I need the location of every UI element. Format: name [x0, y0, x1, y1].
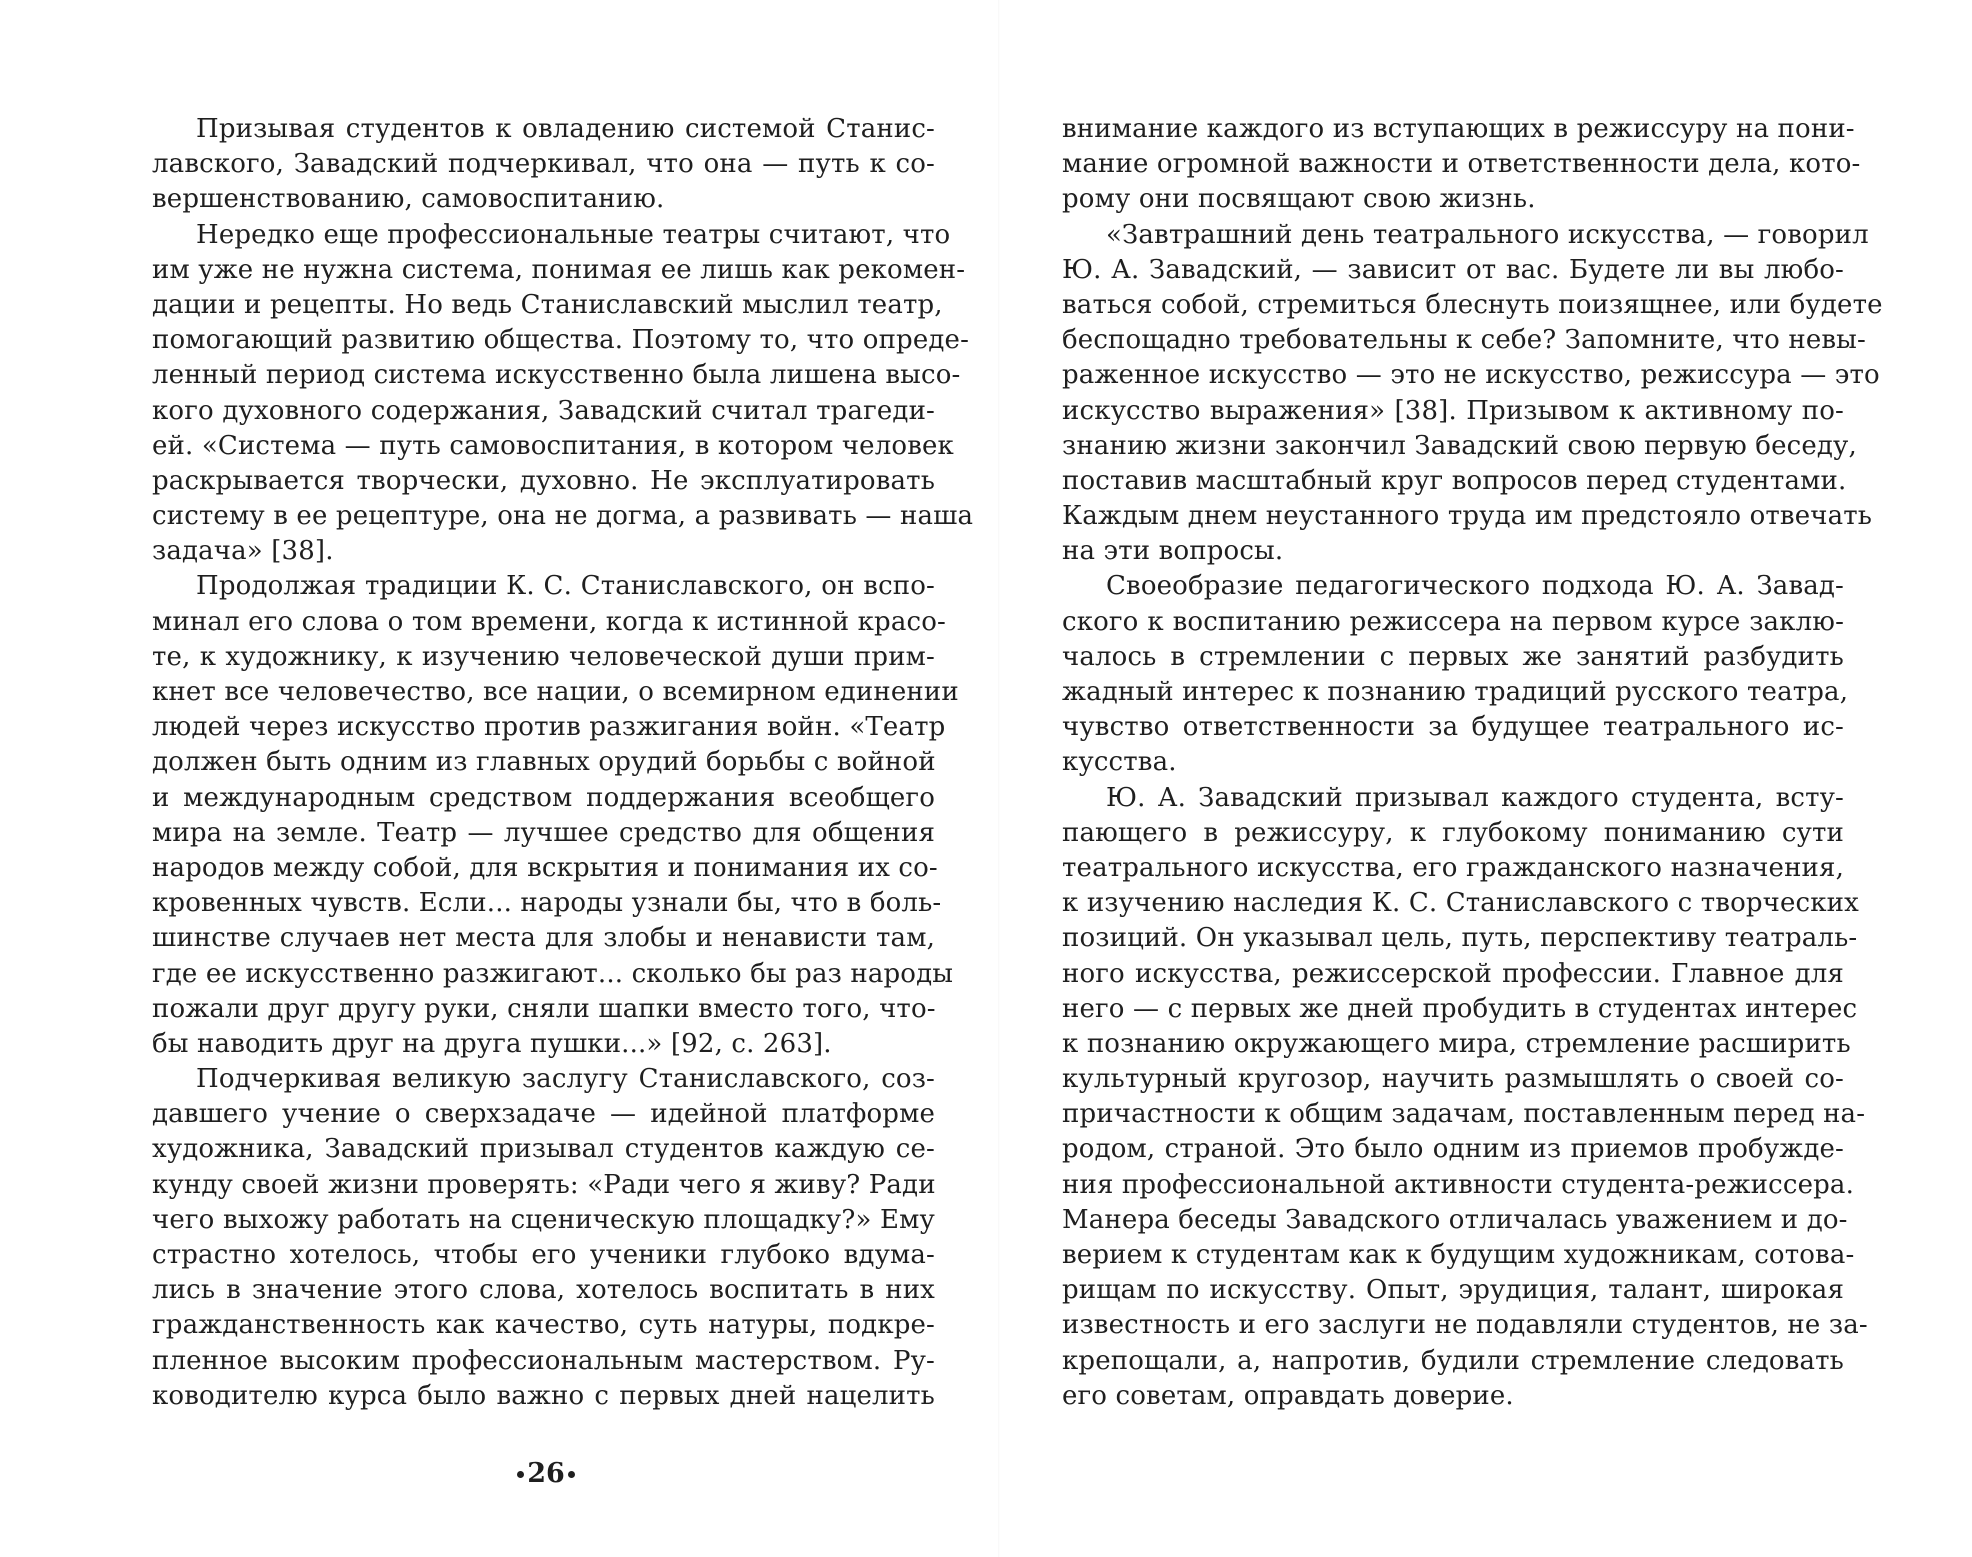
page-number-value: 26: [527, 1458, 565, 1489]
text-line: верием к студентам как к будущим художникам, сотова-: [1062, 1240, 1855, 1270]
text-line: систему в ее рецептуре, она не догма, а развивать — наша: [152, 501, 974, 532]
text-line: задача» [38].: [152, 536, 334, 567]
book-gutter: [998, 0, 1000, 1557]
text-line: знанию жизни закончил Завадский свою первую беседу,: [1062, 430, 1857, 461]
bullet-dot-icon: [517, 1471, 524, 1478]
text-line: пожали друг другу руки, сняли шапки вместо того, что-: [152, 993, 936, 1024]
text-line: пленное высоким профессиональным мастерством. Ру-: [152, 1345, 935, 1376]
text-line: лись в значение этого слова, хотелось воспитать в них: [152, 1275, 935, 1306]
text-line: чалось в стремлении с первых же занятий разбудить: [1062, 641, 1844, 672]
text-line: кровенных чувств. Если... народы узнали бы, что в боль-: [152, 888, 942, 919]
text-line: минал его слова о том времени, когда к истинной красо-: [152, 606, 946, 637]
text-line: известность и его заслуги не подавляли студентов, не за-: [1062, 1310, 1868, 1341]
text-line: раскрывается творчески, духовно. Не эксплуатировать: [152, 465, 935, 496]
text-line: Каждым днем неустанного труда им предстояло отвечать: [1062, 501, 1873, 532]
text-line: ния профессиональной активности студента-режиссера.: [1062, 1169, 1854, 1200]
text-line: ководителю курса было важно с первых дней нацелить: [152, 1380, 935, 1411]
text-line: лавского, Завадский подчеркивал, что она — путь к со-: [152, 149, 935, 180]
text-line: театрального искусства, его гражданского назначения,: [1062, 852, 1844, 883]
text-line: его советам, оправдать доверие.: [1062, 1380, 1514, 1411]
text-line: Нередко еще профессиональные театры считают, что: [196, 219, 951, 250]
text-line: крепощали, а, напротив, будили стремление следовать: [1062, 1345, 1844, 1376]
text-line: позиций. Он указывал цель, путь, перспективу театраль-: [1062, 923, 1858, 954]
text-line: чувство ответственности за будущее театрального ис-: [1062, 712, 1844, 743]
text-line: родом, страной. Это было одним из приемов пробужде-: [1062, 1134, 1844, 1165]
text-line: кунду своей жизни проверять: «Ради чего я живу? Ради: [152, 1169, 936, 1200]
text-line: Ю. А. Завадский, — зависит от вас. Будете ли вы любо-: [1062, 254, 1844, 285]
text-line: и международным средством поддержания всеобщего: [152, 782, 935, 813]
text-line: искусство выражения» [38]. Призывом к активному по-: [1062, 395, 1844, 426]
text-line: культурный кругозор, научить размышлять о своей со-: [1062, 1064, 1844, 1095]
text-line: где ее искусственно разжигают... сколько бы раз народы: [152, 958, 954, 989]
text-line: к познанию окружающего мира, стремление расширить: [1062, 1028, 1851, 1059]
text-line: им уже не нужна система, понимая ее лишь как рекомен-: [152, 254, 966, 285]
text-line: дации и рецепты. Но ведь Станиславский мыслил театр,: [152, 289, 943, 320]
text-line: помогающий развитию общества. Поэтому то, что опреде-: [152, 325, 970, 356]
text-line: давшего учение о сверхзадаче — идейной платформе: [152, 1099, 935, 1130]
text-line: должен быть одним из главных орудий борьбы с войной: [152, 747, 936, 778]
text-line: Манера беседы Завадского отличалась уважением и до-: [1062, 1204, 1848, 1235]
text-line: жадный интерес к познанию традиций русского театра,: [1062, 677, 1849, 707]
left-page-text: [152, 112, 974, 1414]
text-line: к изучению наследия К. С. Станиславского с творческих: [1062, 888, 1859, 919]
text-line: мира на земле. Театр — лучшее средство для общения: [152, 817, 935, 848]
text-line: на эти вопросы.: [1062, 536, 1284, 567]
text-line: шинстве случаев нет места для злобы и ненависти там,: [152, 923, 935, 954]
text-line: ваться собой, стремиться блеснуть поизящнее, или будете: [1062, 289, 1883, 320]
text-line: пающего в режиссуру, к глубокому пониманию сути: [1062, 817, 1844, 848]
text-line: людей через искусство против разжигания войн. «Театр: [152, 712, 946, 743]
text-line: беспощадно требовательны к себе? Запомните, что невы-: [1062, 325, 1866, 356]
text-line: ного искусства, режиссерской профессии. Главное для: [1062, 958, 1844, 989]
text-line: Продолжая традиции К. С. Станиславского, он вспо-: [196, 571, 935, 602]
text-line: внимание каждого из вступающих в режиссуру на пони-: [1062, 114, 1855, 144]
text-line: Ю. А. Завадский призывал каждого студента, всту-: [1106, 782, 1844, 813]
text-line: гражданственность как качество, суть натуры, подкре-: [152, 1310, 935, 1341]
text-line: кого духовного содержания, Завадский считал трагеди-: [152, 395, 935, 426]
text-line: кусства.: [1062, 747, 1177, 778]
text-line: ского к воспитанию режиссера на первом курсе заклю-: [1062, 606, 1844, 637]
text-line: ленный период система искусственно была лишена высо-: [152, 360, 961, 391]
bullet-dot-icon: [568, 1471, 575, 1478]
text-line: раженное искусство — это не искусство, режиссура — это: [1062, 360, 1880, 391]
text-line: него — с первых же дней пробудить в студентах интерес: [1062, 993, 1858, 1024]
text-line: поставив масштабный круг вопросов перед студентами.: [1062, 465, 1847, 496]
text-line: вершенствованию, самовоспитанию.: [152, 184, 665, 215]
right-page-text: [1062, 112, 1883, 1414]
text-line: Призывая студентов к овладению системой Станис-: [196, 114, 935, 144]
text-line: Своеобразие педагогического подхода Ю. А. Завад-: [1106, 571, 1844, 602]
text-line: ей. «Система — путь самовоспитания, в котором человек: [152, 430, 954, 461]
text-line: страстно хотелось, чтобы его ученики глубоко вдума-: [152, 1240, 935, 1270]
text-line: бы наводить друг на друга пушки...» [92, с. 263].: [152, 1028, 832, 1059]
text-line: народов между собой, для вскрытия и понимания их со-: [152, 852, 938, 883]
text-line: рищам по искусству. Опыт, эрудиция, талант, широкая: [1062, 1275, 1844, 1306]
text-line: мание огромной важности и ответственности дела, кото-: [1062, 149, 1861, 180]
text-line: рому они посвящают свою жизнь.: [1062, 184, 1536, 215]
text-line: «Завтрашний день театрального искусства, — говорил: [1106, 219, 1869, 250]
text-line: те, к художнику, к изучению человеческой души прим-: [152, 641, 935, 672]
text-line: Подчеркивая великую заслугу Станиславского, соз-: [196, 1064, 935, 1095]
text-line: художника, Завадский призывал студентов каждую се-: [152, 1134, 935, 1165]
text-line: кнет все человечество, все нации, о всемирном единении: [152, 677, 959, 707]
page-number: [486, 1458, 606, 1489]
text-line: чего выхожу работать на сценическую площадку?» Ему: [152, 1204, 935, 1235]
text-line: причастности к общим задачам, поставленным перед на-: [1062, 1099, 1866, 1130]
